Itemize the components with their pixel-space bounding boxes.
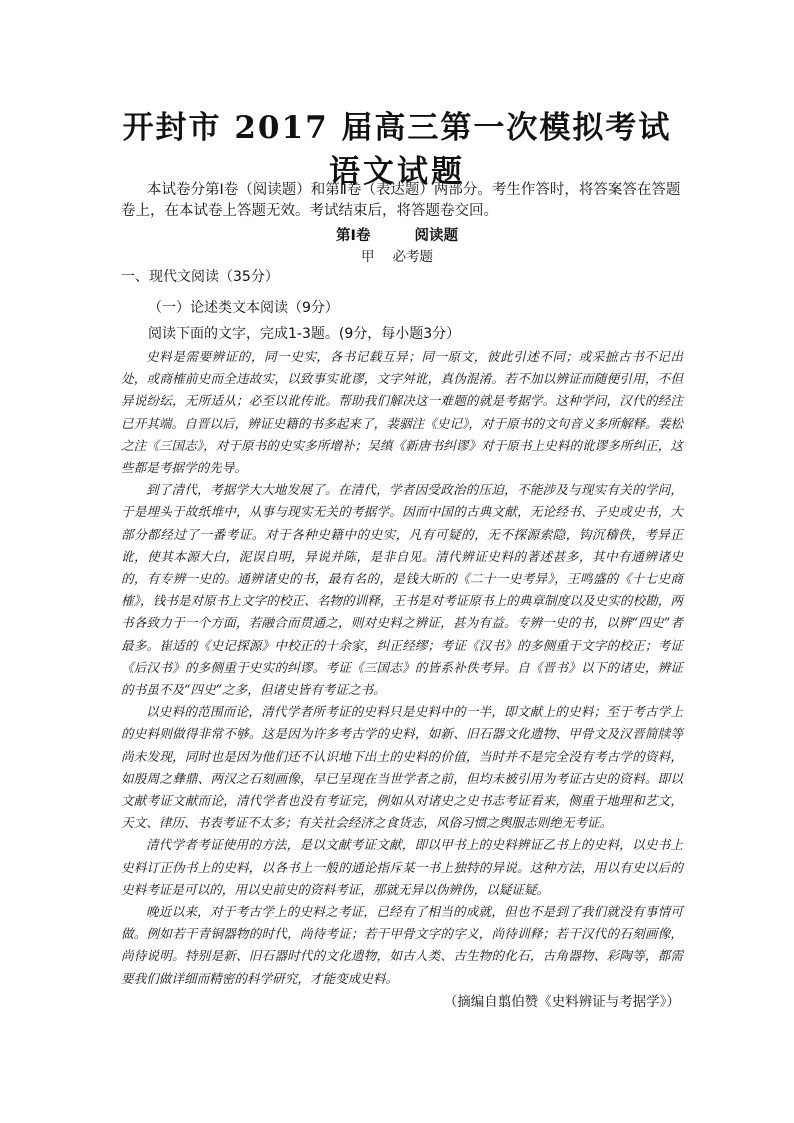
exam-subtitle: 语文试题: [329, 154, 465, 190]
reading-directions: 阅读下面的文字，完成1-3题。(9分，每小题3分）: [148, 326, 461, 342]
section-title: 一、现代文阅读（35分）: [121, 269, 279, 285]
part-heading: [0, 224, 794, 245]
part-label: 第Ⅰ卷: [336, 228, 371, 244]
exam-title: 开封市 2017 届高三第一次模拟考试: [122, 110, 672, 146]
passage-paragraph: 到了清代，考据学大大地发展了。在清代，学者因受政治的压迫，不能涉及与现实有关的学问，于是埋头于故纸堆中，从事与现实无关的考据学。因而中国的古典文献，无论经书、子史或史书，大部分都经过了一番考证。对于各种史籍中的史实，凡有可疑的，无不探源索隐，钩沉稽佚，考异正讹，使其本源大白，泥误自明，异说并陈，是非自见。清代辨证史料的著述甚多，其中有通辨诸史的，有专辨一史的。通辨诸史的书，最有名的，是钱大昕的《二十一史考异》，王鸣盛的《十七史商榷》，钱书是对原书上文字的校正、名物的训释，王书是对考证原书上的典章制度以及史实的校勘，两书各致力于一个方面，若融合而贯通之，则对史料之辨证，甚为有益。专辨一史的书，以辨“四史”者最多。崔适的《史记探源》中校正的十余家，纠正经缪；考证《汉书》的多侧重于文字的校正；考证《后汉书》的多侧重于史实的纠谬。考证《三国志》的皆系补佚考异。自《晋书》以下的诸史，辨证的书虽不及“四史”之多，但诸史皆有考证之书。: [121, 482, 683, 698]
exam-instructions: 本试卷分第Ⅰ卷（阅读题）和第Ⅱ卷（表达题）两部分。考生作答时，将答案答在答题卷上，在本试卷上答题无效。考试结束后，将答题卷交回。: [121, 182, 681, 219]
passage-paragraph: 以史料的范围而论，清代学者所考证的史料只是史料中的一半，即文献上的史料；至于考古学上的史料则做得非常不够。这是因为许多考古学的史料，如新、旧石器文化遗物、甲骨文及汉晋简牍等尚未发现，同时也是因为他们还不认识地下出土的史料的价值，当时并不是完全没有考古学的资料，如殷周之彝鼎、两汉之石刻画像，早已呈现在当世学者之前，但均未被引用为考证古史的资料。即以文献考证文献而论，清代学者也没有考证完，例如从对诸史之史书志考证看来，侧重于地理和艺文，天文、律历、书表考证不太多；有关社会经济之食货志，风俗习惯之舆服志则绝无考证。: [121, 704, 683, 831]
passage-paragraph: 清代学者考证使用的方法，是以文献考证文献，即以甲书上的史料辨证乙书上的史料，以史书上史料订正伪书上的史料，以各书上一般的通论指斥某一书上独特的异说。这种方法，用以有史以后的史料考证是可以的，用以史前史的资料考证，那就无异以伪辨伪，以疑证疑。: [121, 837, 683, 897]
required-label: 甲: [361, 249, 375, 265]
required-heading: [0, 245, 794, 265]
part-name: 阅读题: [414, 228, 458, 244]
passage-paragraph: 史料是需要辨证的，同一史实，各书记载互异；同一原文，彼此引述不同；或采摭古书不记出处，或商榷前史而全违故实，以致事实讹谬，文字舛讹，真伪混淆。若不加以辨证而随便引用，不但异说纷纭，无所适从；必至以讹传讹。帮助我们解决这一难题的就是考据学。这种学问，汉代的经注已开其端。自晋以后，辨证史籍的书多起来了，裴骃注《史记》，对于原书的文句音义多所解释。裴松之注《三国志》，对于原书的史实多所增补；吴缜《新唐书纠谬》对于原书上史料的讹谬多所纠正，这些都是考据学的先导。: [121, 349, 683, 476]
subsection-title: （一）论述类文本阅读（9分）: [148, 300, 339, 316]
passage-paragraph: 晚近以来，对于考古学上的史料之考证，已经有了相当的成就，但也不是到了我们就没有事情可做。例如若干青铜器物的时代，尚待考证；若干甲骨文字的字义，尚待训释；若干汉代的石刻画像，尚待说明。特别是新、旧石器时代的文化遗物，如古人类、古生物的化石，古角器物、彩陶等，都需要我们做详细而精密的科学研究，才能变成史料。: [121, 904, 683, 986]
passage-source: （摘编自翦伯赞《史料辨证与考据学》）: [443, 994, 680, 1010]
reading-passage: [121, 346, 683, 990]
required-name: 必考题: [392, 249, 433, 265]
